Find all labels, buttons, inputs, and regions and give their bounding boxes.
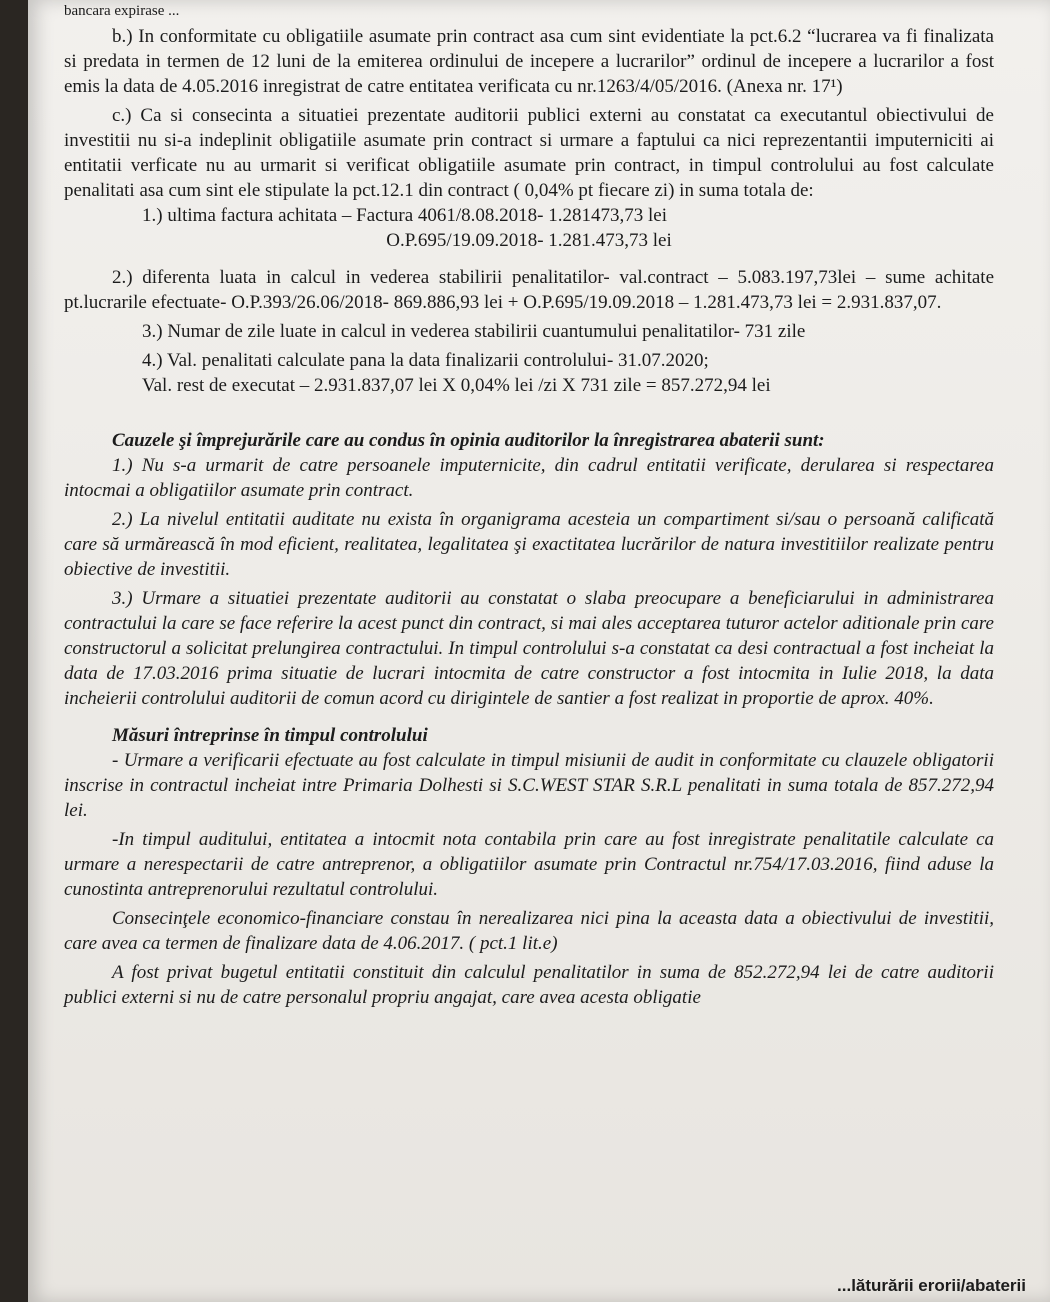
budget-paragraph: A fost privat bugetul entitatii constituit din calculul penalitatilor in suma de 852.272,94 lei de catre auditorii publici externi si nu de catre personalul propriu angajat, care avea acesta obligatie [64,962,994,1008]
cause-1: 1.) Nu s-a urmarit de catre persoanele imputernicite, din cadrul entitatii verificate, derularea si respectarea intocmai a obligatiilor asumate prin contract. [64,455,994,501]
cause-2: 2.) La nivelul entitatii auditate nu exista în organigrama acesteia un compartiment si/sau o persoană calificată care să urmărească în mod eficient, realitatea, legalitatea şi exactitatea lucrărilor de natura investitiilor realizate pentru obiective de investitii. [64,509,994,580]
measure-2: -In timpul auditului, entitatea a intocmit nota contabila prin care au fost inregistrate penalitatile calculate ca urmare a nerespectarii de catre antreprenor, a obligatiilor asumate prin Contractul nr.754/17.03.2016, fiind aduse la cunostinta antreprenorului rezultatul controlului. [64,829,994,900]
document-page [28,0,1050,1302]
list-item-2: 2.) diferenta luata in calcul in vederea stabilirii penalitatilor- val.contract – 5.083.197,73lei – sume achitate pt.lucrarile efectuate- O.P.393/26.06/2018- 869.886,93 lei + O.P.695/19.09.2018 – 1.281.473,73 lei = 2.931.837,07. [64,267,994,313]
document-body [64,0,994,1010]
list-item-1-line2: O.P.695/19.09.2018- 1.281.473,73 lei [386,230,672,251]
bottom-fragment: ...lăturării erorii/abaterii [837,1276,1026,1295]
measure-1: - Urmare a verificarii efectuate au fost calculate in timpul misiunii de audit in conformitate cu clauzele obligatorii inscrise in contractul incheiat intre Primaria Dolhesti si S.C.WEST STAR S.R.L penalitati in suma totala de 857.272,94 lei. [64,750,994,821]
list-item-4-line1: 4.) Val. penalitati calculate pana la data finalizarii controlului- 31.07.2020; [142,350,709,371]
cause-3: 3.) Urmare a situatiei prezentate auditorii au constatat o slaba preocupare a beneficiarului in administrarea contractului la care se face referire la acest punct din contract, si mai ales acceptarea tuturor actelor aditionale prin care constructorul a solicitat prelungirea contractului. In timpul controlului s-a constatat ca desi contractual a fost incheiat la data de 17.03.2016 prima situatie de lucrari intocmita de catre constructor a fost intocmita in Iulie 2018, la data incheierii controlului auditorii de comun acord cu dirigintele de santier a fost realizat in proportie de aprox. 40%. [64,588,994,709]
paragraph-c: c.) Ca si consecinta a situatiei prezentate auditorii publici externi au constatat ca executantul obiectivului de investitii nu si-a indeplinit obligatiile asumate prin contract si urmare a faptului ca nici reprezentantii imputerniciti ai entitatii verficate nu au urmarit si verificat obligatiile asumate prin contract, in timpul controlului au fost calculate penalitati asa cum sint ele stipulate la pct.12.1 din contract ( 0,04% pt fiecare zi) in suma totala de: [64,105,994,201]
measures-heading: Măsuri întreprinse în timpul controlului [112,725,428,746]
list-item-1-line1: 1.) ultima factura achitata – Factura 4061/8.08.2018- 1.281473,73 lei [142,205,667,226]
list-item-4-line2: Val. rest de executat – 2.931.837,07 lei X 0,04% lei /zi X 731 zile = 857.272,94 lei [142,375,771,396]
causes-heading: Cauzele şi împrejurările care au condus în opinia auditorilor la înregistrarea abaterii sunt: [112,430,825,451]
header-fragment: bancara expirase ... [64,3,180,19]
consequences-paragraph: Consecinţele economico-financiare constau în nerealizarea nici pina la aceasta data a obiectivului de investitii, care avea ca termen de finalizare data de 4.06.2017. ( pct.1 lit.e) [64,908,994,954]
paragraph-b: b.) In conformitate cu obligatiile asumate prin contract asa cum sint evidentiate la pct.6.2 “lucrarea va fi finalizata si predata in termen de 12 luni de la emiterea ordinului de incepere a lucrarilor” ordinul de incepere a lucrarilor a fost emis la data de 4.05.2016 inregistrat de catre entitatea verificata cu nr.1263/4/05/2016. (Anexa nr. 17¹) [64,26,994,97]
list-item-3: 3.) Numar de zile luate in calcul in vederea stabilirii cuantumului penalitatilor- 731 zile [142,321,806,342]
